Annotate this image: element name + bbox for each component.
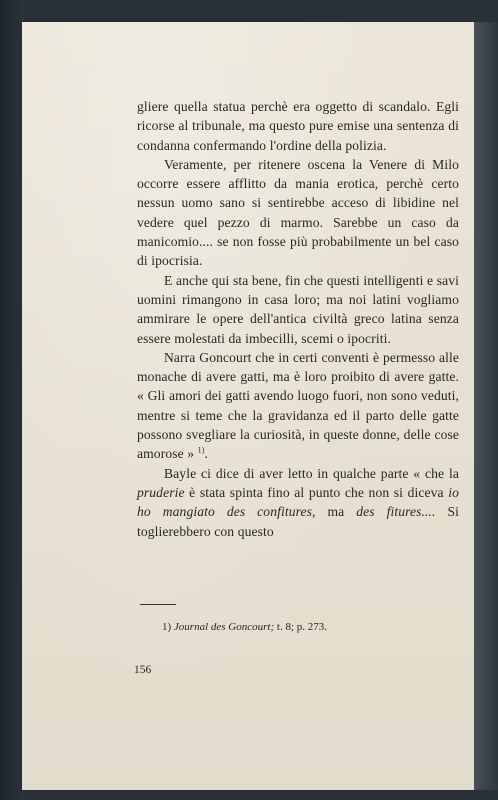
footnote [162, 620, 452, 634]
paragraph-5-italic-3: des fitures.... [356, 504, 436, 520]
paragraph-5-italic-1: pruderie [137, 484, 185, 500]
footnote-source: Journal des Goncourt; [173, 621, 275, 633]
paragraph-4-end: . [204, 446, 209, 462]
paragraph-4-text: Narra Goncourt che in certi conventi è permesso alle monache di avere gatti, ma è loro proibito di avere gatte. « Gli amori dei gatti avendo luogo fuori, non sono veduti, mentre si teme che la gravidanza ed il parto delle gatte possono svegliare la curiosità, in queste donne, delle cose amorose » [137, 349, 459, 462]
paragraph-5-italic-2: io ho mangiato des confitures, [137, 484, 459, 520]
paragraph-5-c: ma [315, 504, 357, 520]
paragraph-1: gliere quella statua perchè era oggetto di scandalo. Egli ricorse al tribunale, ma questo pure emise una sentenza di condanna confermando l'ordine della polizia. [137, 99, 459, 153]
paragraph-4 [137, 348, 459, 464]
paragraph-5-a: Bayle ci dice di aver letto in qualche parte « che la [164, 465, 459, 481]
paragraph-5-d: Si toglierebbero con questo [137, 504, 460, 539]
paragraph-5-b: è stata spinta fino al punto che non si diceva [184, 484, 449, 500]
footnote-ref: 1) [197, 445, 205, 455]
background-left [0, 0, 24, 800]
footnote-rule [140, 604, 176, 605]
body-text [137, 97, 459, 541]
page-edge-shadow [474, 22, 498, 790]
paragraph-5 [137, 464, 459, 541]
footnote-marker: 1) [162, 621, 172, 633]
footnote-ref-text: t. 8; p. 273. [276, 621, 328, 633]
paragraph-2: Veramente, per ritenere oscena la Venere di Milo occorre essere afflitto da mania erotica, perchè certo nessun uomo sano si sentirebbe acceso di libidine nel vedere quel pezzo di marmo. Sarebbe un caso da manicomio.... se non fosse più probabilmente un bel caso di ipocrisia. [137, 156, 459, 269]
page-number: 156 [134, 664, 152, 676]
paragraph-3: E anche qui sta bene, fin che questi intelligenti e savi uomini rimangono in casa loro; ma noi latini vogliamo ammirare le opere dell'antica civiltà greco latina senza essere molestati da imbecilli, scemi o ipocriti. [137, 272, 459, 346]
